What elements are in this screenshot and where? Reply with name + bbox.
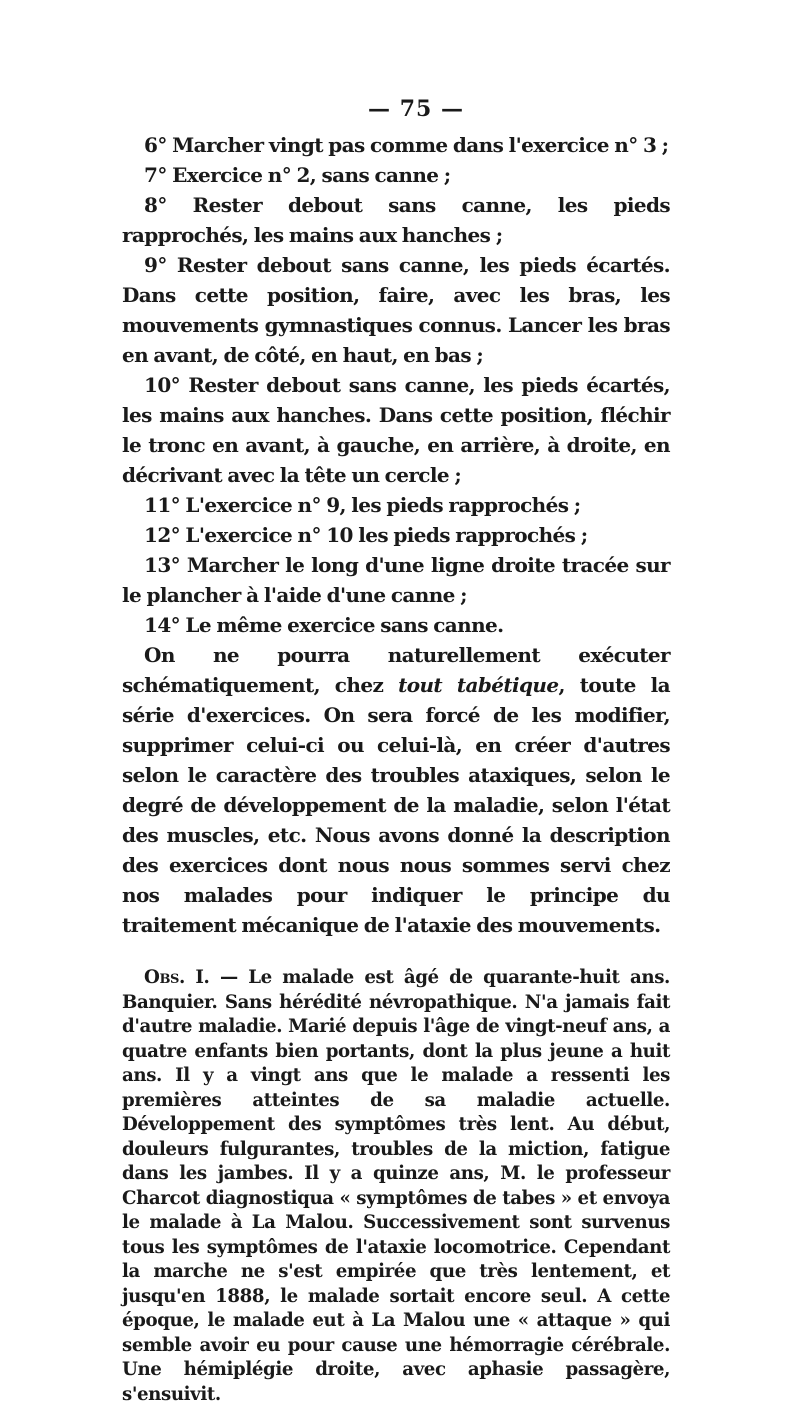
section-gap [122,940,670,966]
conclusion-text-end: , toute la série d'exercices. On sera forcé de les modifier, supprimer celui-ci ou celui-là, en créer d'autres selon le caractère des troubles ataxiques, selon le degré de développement de la maladie, selon l'état des muscles, etc. Nous avons donné la description des exercices dont nous nous sommes servi chez nos malades pour indiquer le principe du traitement mécanique de l'ataxie des mouvements. [122,673,670,937]
conclusion-text-start: On ne pourra naturellement exécuter schématiquement, chez [122,643,670,697]
exercise-item: 13° Marcher le long d'une ligne droite tracée sur le plancher à l'aide d'une canne ; [122,553,670,607]
conclusion-paragraph [122,640,670,940]
observation-section [122,966,670,1407]
observation-text: — Le malade est âgé de quarante-huit ans. Banquier. Sans hérédité névropathique. N'a jamais fait d'autre maladie. Marié depuis l'âge de vingt-neuf ans, a quatre enfants bien portants, dont la plus jeune a huit ans. Il y a vingt ans que le malade a ressenti les premières atteintes de sa maladie actuelle. Développement des symptômes très lent. Au début, douleurs fulgurantes, troubles de la miction, fatigue dans les jambes. Il y a quinze ans, M. le professeur Charcot diagnostiqua « symptômes de tabes » et envoya le malade à La Malou. Successivement sont survenus tous les symptômes de l'ataxie locomotrice. Cependant la marche ne s'est empirée que très lentement, et jusqu'en 1888, le malade sortait encore seul. A cette époque, le malade eut à La Malou une « attaque » qui semble avoir eu pour cause une hémorragie cérébrale. Une hémiplégie droite, avec aphasie passagère, s'ensuivit. [122,967,670,1405]
conclusion-italic: tout tabétique [398,673,559,697]
exercise-item: 12° L'exercice n° 10 les pieds rapprochés ; [144,523,588,547]
exercise-item: 14° Le même exercice sans canne. [144,613,504,637]
book-page [122,96,670,1407]
exercise-item: 8° Rester debout sans canne, les pieds rapprochés, les mains aux hanches ; [122,193,670,247]
exercise-item: 11° L'exercice n° 9, les pieds rapprochés ; [144,493,581,517]
exercise-item: 6° Marcher vingt pas comme dans l'exercice n° 3 ; [144,133,669,157]
observation-paragraph [122,966,670,1407]
exercise-item: 7° Exercice n° 2, sans canne ; [144,163,451,187]
main-text [122,130,670,940]
exercise-item: 9° Rester debout sans canne, les pieds écartés. Dans cette position, faire, avec les bras, les mouvements gymnastiques connus. Lancer les bras en avant, de côté, en haut, en bas ; [122,253,670,367]
exercise-item: 10° Rester debout sans canne, les pieds écartés, les mains aux hanches. Dans cette position, fléchir le tronc en avant, à gauche, en arrière, à droite, en décrivant avec la tête un cercle ; [122,373,670,487]
page-number: — 75 — [368,96,464,122]
observation-label: Obs. I. [144,967,210,988]
